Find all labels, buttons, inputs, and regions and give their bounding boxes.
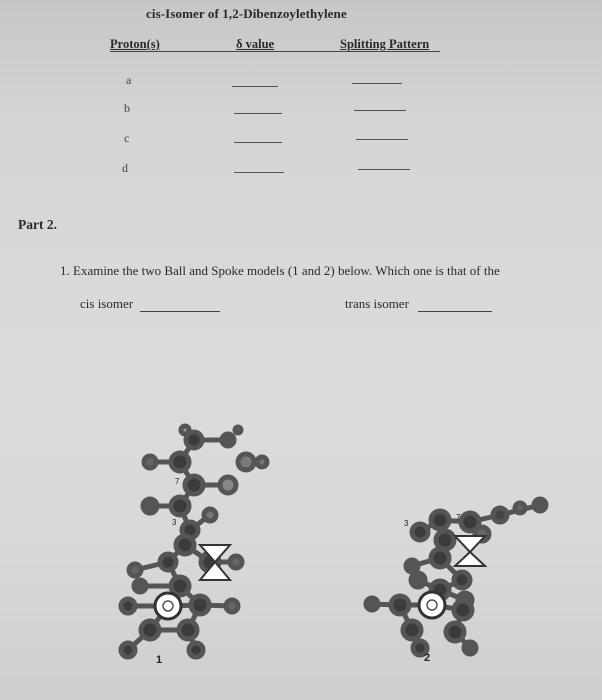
model2-atom-label-7: 7: [456, 513, 461, 522]
proton-label-b: b: [124, 101, 130, 115]
model-1-cis: [121, 426, 267, 657]
model1-atom-label-3: 3: [172, 518, 177, 527]
model2-atom-label-3: 3: [404, 519, 409, 528]
part2-heading: Part 2.: [18, 217, 57, 232]
header-delta-value: δ value: [236, 37, 275, 51]
proton-label-c: c: [124, 131, 130, 145]
header-protons: Proton(s): [110, 37, 160, 51]
trans-isomer-label: trans isomer: [345, 296, 409, 311]
model-1-label: 1: [156, 654, 163, 666]
question-1-text: 1. Examine the two Ball and Spoke models (1 and 2) below. Which one is that of the: [60, 263, 500, 278]
model-2-trans: [366, 499, 546, 655]
proton-label-a: a: [126, 73, 132, 87]
cis-isomer-label: cis isomer: [80, 296, 134, 311]
model-2-label: 2: [424, 652, 431, 664]
proton-label-d: d: [122, 161, 128, 175]
worksheet-title: cis-Isomer of 1,2-Dibenzoylethylene: [146, 6, 347, 21]
model1-atom-label-7: 7: [175, 477, 180, 486]
header-splitting-pattern: Splitting Pattern: [340, 37, 430, 51]
